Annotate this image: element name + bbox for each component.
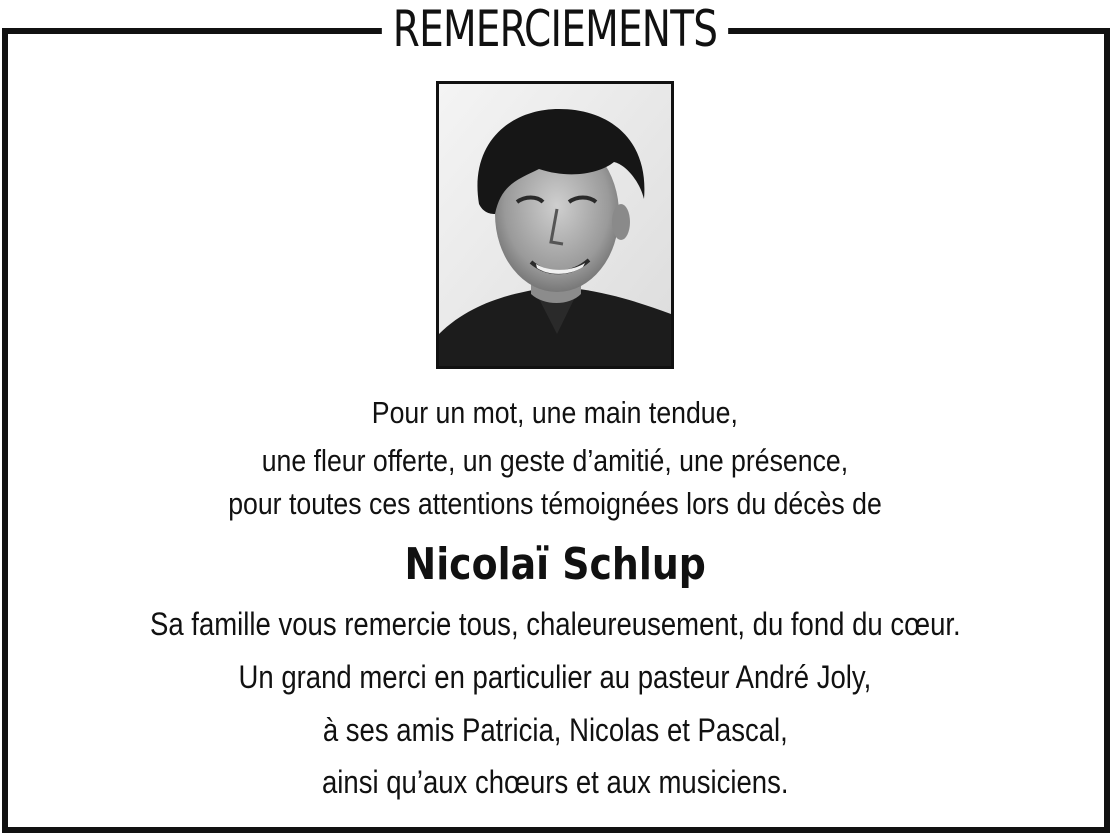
heading-bar <box>0 0 1110 60</box>
thanks-line-4: ainsi qu’aux chœurs et aux musiciens. <box>321 764 789 800</box>
thanks-line-1: Sa famille vous remercie tous, chaleureusement, du fond du cœur. <box>149 606 961 642</box>
intro-line-1: Pour un mot, une main tendue, <box>371 395 739 430</box>
deceased-name: Nicolaï Schlup <box>404 539 706 590</box>
intro-line-2: une fleur offerte, un geste d’amitié, une présence, <box>261 443 849 478</box>
thanks-line-2: Un grand merci en particulier au pasteur André Joly, <box>238 659 872 695</box>
portrait-icon <box>439 84 671 366</box>
notice-heading: REMERCIEMENTS <box>382 0 728 58</box>
intro-line-3: pour toutes ces attentions témoignées lors du décès de <box>228 486 882 521</box>
portrait-photo <box>436 81 674 369</box>
thanks-line-3: à ses amis Patricia, Nicolas et Pascal, <box>322 712 788 748</box>
